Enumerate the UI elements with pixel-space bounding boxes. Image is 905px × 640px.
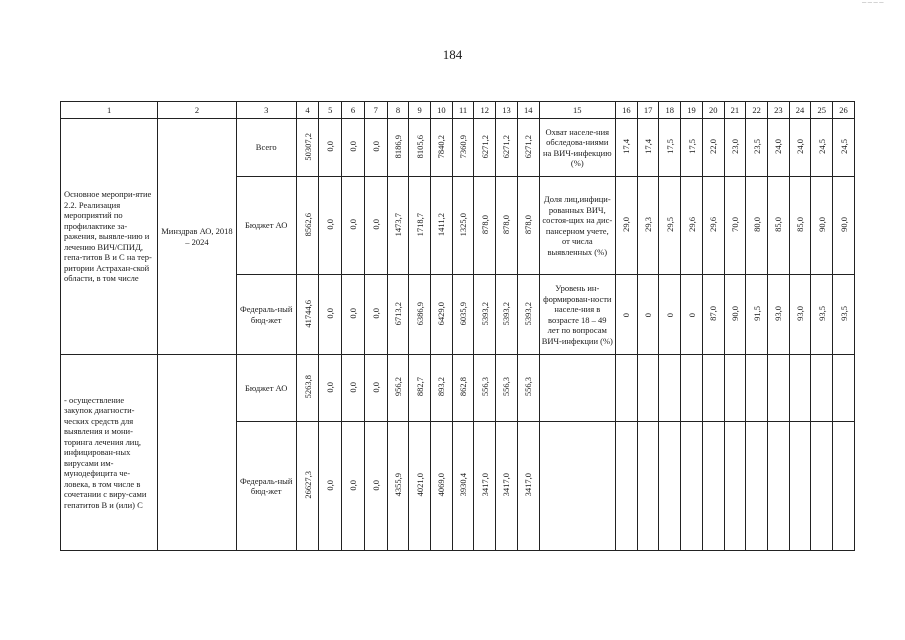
target-value-cell — [681, 355, 703, 422]
target-value-cell — [833, 177, 855, 275]
target-value-cell — [789, 119, 811, 177]
target-value-cell-text: 17,5 — [664, 139, 675, 154]
amount-cell-text: 5393,2 — [479, 301, 490, 326]
amount-cell-text: 6271,2 — [479, 134, 490, 159]
amount-cell — [452, 355, 474, 422]
column-number: 24 — [789, 102, 811, 119]
amount-cell-text: 0,0 — [348, 141, 359, 152]
amount-cell — [517, 355, 539, 422]
target-value-cell — [659, 119, 681, 177]
column-number: 2 — [158, 102, 237, 119]
amount-cell-text: 893,2 — [436, 377, 447, 397]
amount-cell-text: 50307,2 — [302, 132, 313, 161]
table-row — [61, 119, 855, 177]
amount-cell-text: 3930,4 — [458, 473, 469, 497]
amount-cell-text: 3417,0 — [523, 473, 534, 497]
amount-cell-text: 0,0 — [348, 479, 359, 491]
amount-cell-text: 1325,0 — [458, 212, 469, 237]
target-value-cell — [702, 422, 724, 551]
indicator-cell: Охват населе-ния обследова-ниями на ВИЧ-инфекцию (%) — [539, 119, 616, 177]
amount-cell — [364, 119, 387, 177]
target-value-cell-text: 91,5 — [751, 306, 762, 321]
target-value-cell — [789, 422, 811, 551]
amount-cell — [296, 177, 319, 275]
amount-cell — [364, 177, 387, 275]
activity-cell: - осуществление закупок диагности-ческих средств для выявления и мони-торинга лечения лиц, инфицирован-ных вирусами им-мунодефицита че-ловека, в том числе в сочетании с виру-сами гепатитов В и (или) С — [61, 355, 158, 551]
target-value-cell-text: 22,0 — [708, 139, 719, 154]
amount-cell-text: 0,0 — [325, 479, 336, 491]
amount-cell — [319, 355, 342, 422]
corner-mark: ─ ─ ─ ─ — [862, 0, 884, 6]
amount-cell — [296, 355, 319, 422]
amount-cell-text: 862,8 — [458, 377, 469, 397]
target-value-cell — [659, 275, 681, 355]
column-number: 10 — [431, 102, 453, 119]
amount-cell-text: 6035,9 — [458, 301, 469, 326]
column-number: 18 — [659, 102, 681, 119]
column-number: 19 — [681, 102, 703, 119]
target-value-cell — [833, 355, 855, 422]
amount-cell — [296, 119, 319, 177]
column-number: 15 — [539, 102, 616, 119]
target-value-cell-text: 0 — [686, 313, 697, 318]
target-value-cell-text: 90,0 — [729, 306, 740, 321]
target-value-cell — [616, 355, 638, 422]
target-value-cell — [746, 275, 768, 355]
amount-cell — [517, 422, 539, 551]
amount-cell-text: 6271,2 — [501, 134, 512, 159]
column-number: 11 — [452, 102, 474, 119]
column-number: 9 — [409, 102, 431, 119]
amount-cell-text: 0,0 — [370, 219, 381, 230]
amount-cell-text: 0,0 — [348, 219, 359, 230]
target-value-cell — [681, 422, 703, 551]
amount-cell-text: 878,0 — [523, 214, 534, 235]
amount-cell-text: 6429,0 — [436, 301, 447, 326]
amount-cell — [452, 177, 474, 275]
amount-cell — [431, 355, 453, 422]
amount-cell — [517, 119, 539, 177]
target-value-cell — [616, 422, 638, 551]
column-number: 5 — [319, 102, 342, 119]
amount-cell-text: 6713,2 — [392, 301, 403, 326]
target-value-cell — [702, 275, 724, 355]
target-value-cell — [833, 119, 855, 177]
funding-source-cell: Федераль-ный бюд-жет — [236, 422, 296, 551]
amount-cell — [387, 119, 409, 177]
column-number: 12 — [474, 102, 496, 119]
amount-cell — [296, 275, 319, 355]
funding-source-cell: Бюджет АО — [236, 355, 296, 422]
target-value-cell — [767, 119, 789, 177]
column-number: 3 — [236, 102, 296, 119]
amount-cell-text: 882,7 — [414, 377, 425, 397]
amount-cell-text: 4355,9 — [392, 473, 403, 497]
amount-cell-text: 1411,2 — [436, 212, 447, 237]
column-number: 17 — [637, 102, 659, 119]
amount-cell — [517, 275, 539, 355]
target-value-cell — [659, 355, 681, 422]
target-value-cell — [724, 119, 746, 177]
amount-cell — [496, 177, 518, 275]
target-value-cell — [746, 355, 768, 422]
target-value-cell-text: 24,0 — [795, 139, 806, 154]
amount-cell — [474, 355, 496, 422]
target-value-cell-text: 93,5 — [816, 306, 827, 321]
target-value-cell — [637, 355, 659, 422]
column-number: 4 — [296, 102, 319, 119]
target-value-cell-text: 80,0 — [751, 217, 762, 232]
amount-cell-text: 7360,9 — [458, 134, 469, 159]
target-value-cell-text: 23,0 — [729, 139, 740, 154]
amount-cell — [452, 275, 474, 355]
amount-cell — [364, 422, 387, 551]
target-value-cell — [811, 119, 833, 177]
amount-cell — [364, 355, 387, 422]
amount-cell-text: 556,3 — [501, 377, 512, 397]
target-value-cell — [681, 119, 703, 177]
target-value-cell-text: 29,6 — [686, 217, 697, 232]
amount-cell-text: 8562,6 — [302, 212, 313, 237]
target-value-cell — [637, 275, 659, 355]
amount-cell — [474, 422, 496, 551]
target-value-cell-text: 87,0 — [708, 306, 719, 321]
target-value-cell-text: 0 — [664, 313, 675, 318]
target-value-cell — [746, 422, 768, 551]
amount-cell-text: 556,3 — [523, 377, 534, 397]
target-value-cell — [767, 177, 789, 275]
amount-cell — [387, 177, 409, 275]
column-number: 26 — [833, 102, 855, 119]
amount-cell — [496, 119, 518, 177]
amount-cell-text: 3417,0 — [501, 473, 512, 497]
amount-cell-text: 8186,9 — [392, 134, 403, 159]
funding-source-cell: Бюджет АО — [236, 177, 296, 275]
indicator-cell: Уровень ин-формирован-ности населе-ния в возрасте 18 – 49 лет по вопросам ВИЧ-инфекции (%) — [539, 275, 616, 355]
amount-cell — [319, 177, 342, 275]
amount-cell — [431, 119, 453, 177]
amount-cell — [452, 422, 474, 551]
amount-cell-text: 5263,8 — [302, 375, 313, 399]
amount-cell — [364, 275, 387, 355]
target-value-cell-text: 17,4 — [643, 139, 654, 154]
target-value-cell-text: 29,5 — [664, 217, 675, 232]
amount-cell — [387, 355, 409, 422]
target-value-cell — [724, 177, 746, 275]
target-value-cell — [811, 177, 833, 275]
target-value-cell — [724, 422, 746, 551]
amount-cell-text: 956,2 — [392, 377, 403, 397]
target-value-cell-text: 70,0 — [729, 217, 740, 232]
target-value-cell-text: 85,0 — [773, 217, 784, 232]
column-number: 21 — [724, 102, 746, 119]
target-value-cell — [767, 355, 789, 422]
amount-cell — [387, 275, 409, 355]
column-number: 7 — [364, 102, 387, 119]
target-value-cell-text: 85,0 — [795, 217, 806, 232]
amount-cell — [474, 275, 496, 355]
column-number: 23 — [767, 102, 789, 119]
target-value-cell-text: 24,5 — [838, 139, 849, 154]
target-value-cell — [702, 119, 724, 177]
target-value-cell — [833, 422, 855, 551]
amount-cell-text: 878,0 — [479, 214, 490, 235]
target-value-cell — [767, 275, 789, 355]
target-value-cell-text: 0 — [621, 313, 632, 318]
target-value-cell — [659, 177, 681, 275]
target-value-cell-text: 29,0 — [621, 217, 632, 232]
column-number: 20 — [702, 102, 724, 119]
target-value-cell-text: 90,0 — [838, 217, 849, 232]
amount-cell-text: 7840,2 — [436, 134, 447, 159]
target-value-cell — [789, 355, 811, 422]
column-number: 1 — [61, 102, 158, 119]
target-value-cell — [789, 177, 811, 275]
target-value-cell — [702, 177, 724, 275]
target-value-cell-text: 17,4 — [621, 139, 632, 154]
target-value-cell — [811, 355, 833, 422]
target-value-cell — [746, 177, 768, 275]
amount-cell-text: 0,0 — [325, 381, 336, 393]
target-value-cell — [681, 275, 703, 355]
amount-cell — [496, 275, 518, 355]
amount-cell — [409, 275, 431, 355]
target-value-cell — [681, 177, 703, 275]
amount-cell — [342, 355, 365, 422]
amount-cell-text: 0,0 — [370, 381, 381, 393]
table-row — [61, 355, 855, 422]
indicator-cell — [539, 355, 616, 422]
amount-cell-text: 0,0 — [325, 308, 336, 319]
target-value-cell — [833, 275, 855, 355]
amount-cell-text: 1718,7 — [414, 212, 425, 237]
target-value-cell-text: 17,5 — [686, 139, 697, 154]
amount-cell — [409, 355, 431, 422]
amount-cell-text: 878,0 — [501, 214, 512, 235]
target-value-cell-text: 93,5 — [838, 306, 849, 321]
amount-cell — [496, 355, 518, 422]
amount-cell — [409, 177, 431, 275]
executor-cell: Минздрав АО, 2018 – 2024 — [158, 119, 237, 355]
amount-cell-text: 0,0 — [325, 219, 336, 230]
amount-cell-text: 0,0 — [325, 141, 336, 152]
target-value-cell — [789, 275, 811, 355]
target-value-cell-text: 93,0 — [773, 306, 784, 321]
amount-cell — [517, 177, 539, 275]
amount-cell — [342, 422, 365, 551]
amount-cell-text: 8105,6 — [414, 134, 425, 159]
amount-cell — [296, 422, 319, 551]
funding-source-cell: Всего — [236, 119, 296, 177]
column-number: 8 — [387, 102, 409, 119]
column-number: 25 — [811, 102, 833, 119]
target-value-cell — [616, 119, 638, 177]
target-value-cell — [767, 422, 789, 551]
amount-cell-text: 5393,2 — [523, 301, 534, 326]
amount-cell — [319, 275, 342, 355]
amount-cell-text: 5393,2 — [501, 301, 512, 326]
target-value-cell — [637, 177, 659, 275]
amount-cell-text: 26627,3 — [302, 471, 313, 499]
column-number: 16 — [616, 102, 638, 119]
header-row — [61, 102, 855, 119]
amount-cell — [409, 119, 431, 177]
amount-cell — [474, 177, 496, 275]
target-value-cell-text: 93,0 — [795, 306, 806, 321]
target-value-cell-text: 0 — [643, 313, 654, 318]
target-value-cell — [616, 177, 638, 275]
column-number: 14 — [517, 102, 539, 119]
target-value-cell-text: 24,0 — [773, 139, 784, 154]
amount-cell — [387, 422, 409, 551]
target-value-cell — [659, 422, 681, 551]
indicator-cell: Доля лиц,инфици-рованных ВИЧ, состоя-щих на дис-пансерном учете, от числа выявленных (%) — [539, 177, 616, 275]
amount-cell-text: 0,0 — [370, 479, 381, 491]
amount-cell — [319, 119, 342, 177]
amount-cell-text: 0,0 — [348, 381, 359, 393]
amount-cell-text: 6271,2 — [523, 134, 534, 159]
target-value-cell — [811, 422, 833, 551]
target-value-cell-text: 29,6 — [708, 217, 719, 232]
target-value-cell-text: 23,5 — [751, 139, 762, 154]
amount-cell — [409, 422, 431, 551]
amount-cell — [342, 275, 365, 355]
amount-cell — [452, 119, 474, 177]
amount-cell — [319, 422, 342, 551]
amount-cell — [431, 422, 453, 551]
target-value-cell — [724, 355, 746, 422]
amount-cell-text: 0,0 — [348, 308, 359, 319]
amount-cell — [342, 177, 365, 275]
amount-cell — [474, 119, 496, 177]
amount-cell — [431, 177, 453, 275]
target-value-cell-text: 29,3 — [643, 217, 654, 232]
activity-cell: Основное меропри-ятие 2.2. Реализация мероприятий по профилактике за-ражения, выявле-нию и лечению ВИЧ/СПИД, гепа-титов В и С на тер-ритории Астрахан-ской области, в том числе — [61, 119, 158, 355]
amount-cell-text: 4069,0 — [436, 473, 447, 497]
column-number: 13 — [496, 102, 518, 119]
amount-cell — [496, 422, 518, 551]
column-number: 22 — [746, 102, 768, 119]
target-value-cell-text: 24,5 — [816, 139, 827, 154]
column-number: 6 — [342, 102, 365, 119]
amount-cell-text: 556,3 — [479, 377, 490, 397]
amount-cell-text: 0,0 — [370, 308, 381, 319]
program-table — [60, 101, 855, 551]
amount-cell-text: 41744,6 — [302, 299, 313, 328]
target-value-cell — [811, 275, 833, 355]
target-value-cell — [637, 422, 659, 551]
indicator-cell — [539, 422, 616, 551]
target-value-cell-text: 90,0 — [816, 217, 827, 232]
page-number: 184 — [442, 47, 463, 62]
amount-cell-text: 4021,0 — [414, 473, 425, 497]
funding-source-cell: Федераль-ный бюд-жет — [236, 275, 296, 355]
target-value-cell — [616, 275, 638, 355]
amount-cell-text: 0,0 — [370, 141, 381, 152]
amount-cell — [431, 275, 453, 355]
amount-cell — [342, 119, 365, 177]
amount-cell-text: 1473,7 — [392, 212, 403, 237]
amount-cell-text: 6386,9 — [414, 301, 425, 326]
target-value-cell — [746, 119, 768, 177]
executor-cell — [158, 355, 237, 551]
target-value-cell — [637, 119, 659, 177]
amount-cell-text: 3417,0 — [479, 473, 490, 497]
target-value-cell — [702, 355, 724, 422]
target-value-cell — [724, 275, 746, 355]
